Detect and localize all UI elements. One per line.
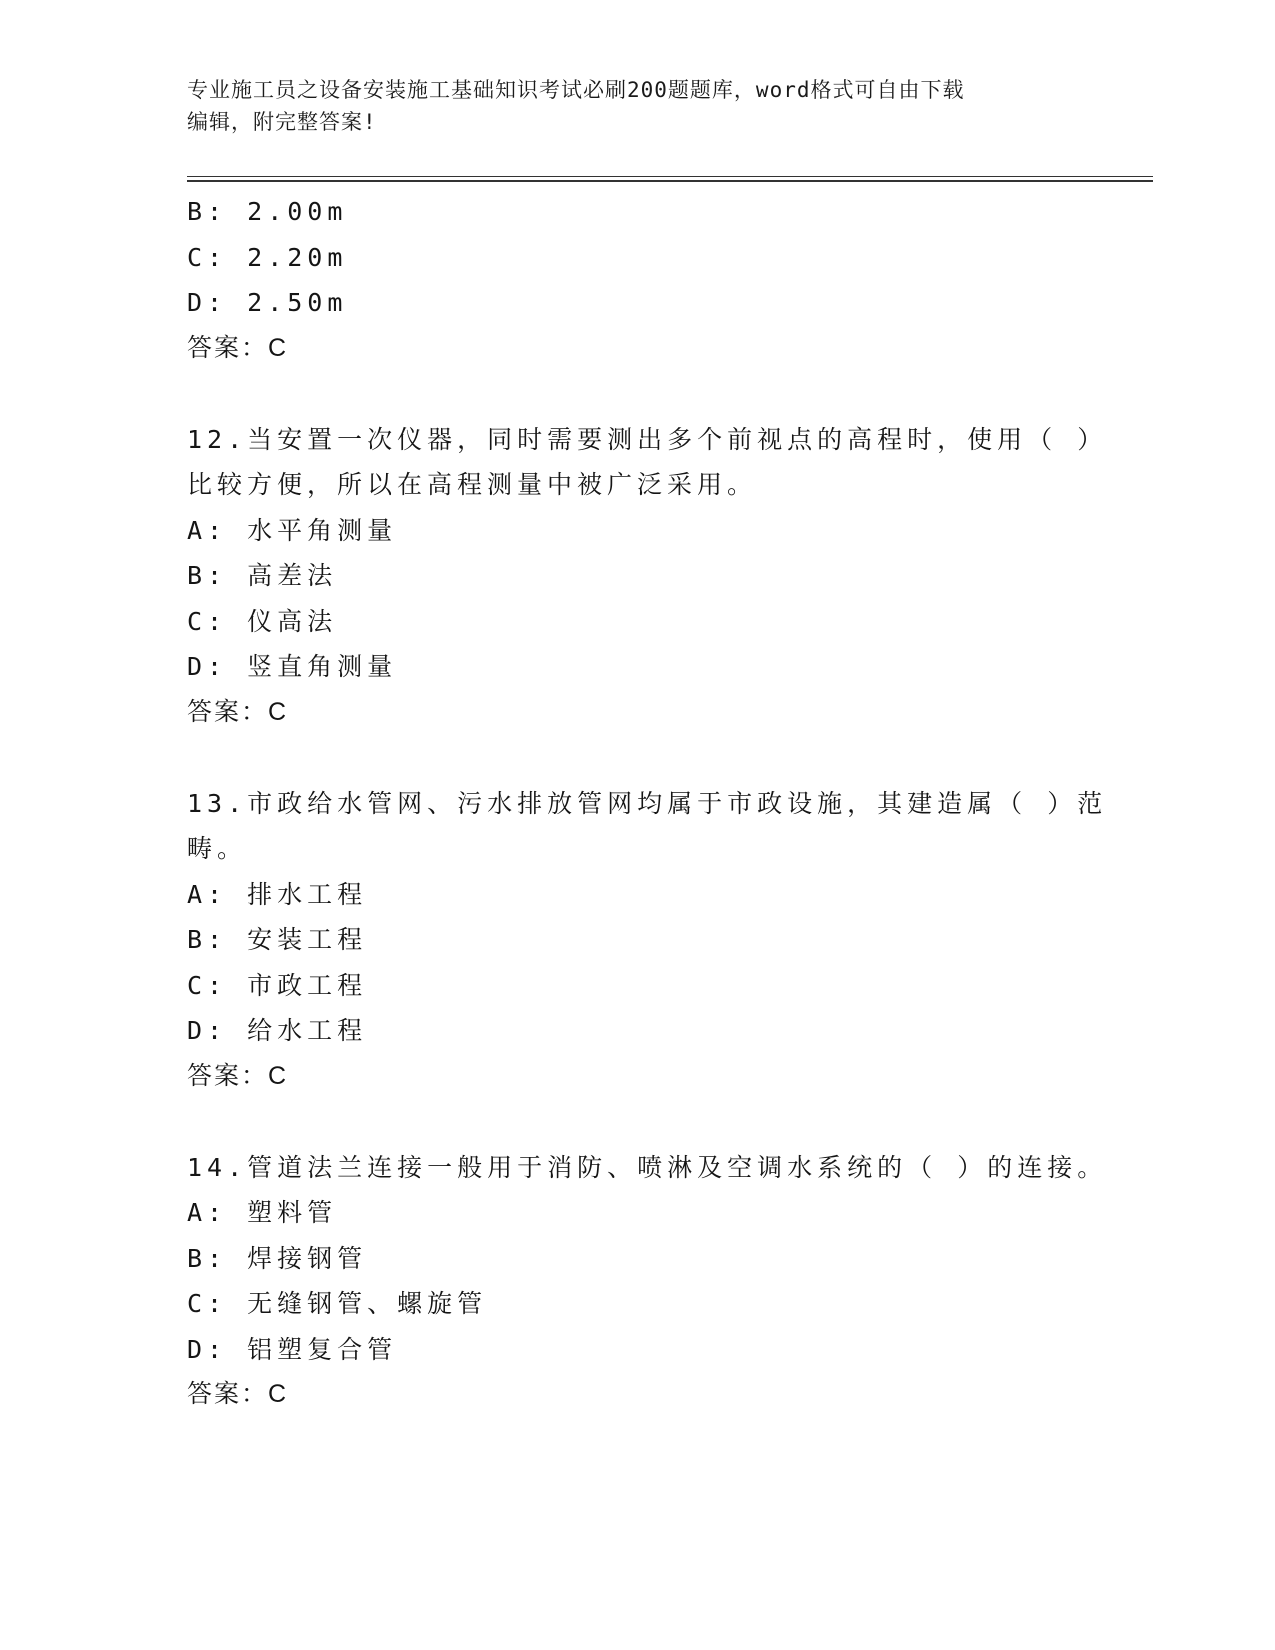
question-stem-line-2: 比较方便，所以在高程测量中被广泛采用。 xyxy=(187,470,758,499)
option-c: C: 2.20m xyxy=(187,242,348,272)
option-c: C: 仪高法 xyxy=(187,606,338,636)
header-divider-top xyxy=(187,176,1153,177)
spacer xyxy=(187,371,1067,417)
option-d: D: 铝塑复合管 xyxy=(187,1334,398,1364)
option-b: B: 安装工程 xyxy=(187,925,368,954)
question-stem-line-1: 12.当安置一次仪器，同时需要测出多个前视点的高程时，使用（ ） xyxy=(187,424,1108,454)
answer-line: 答案：C xyxy=(187,1380,289,1408)
spacer xyxy=(187,1099,1067,1145)
question-stem-line-1: 14.管道法兰连接一般用于消防、喷淋及空调水系统的（ ）的连接。 xyxy=(187,1152,1108,1182)
header-divider-bottom xyxy=(187,180,1153,182)
option-d: D: 竖直角测量 xyxy=(187,652,398,681)
option-b: B: 高差法 xyxy=(187,561,338,590)
option-b: B: 焊接钢管 xyxy=(187,1243,368,1273)
option-a: A: 塑料管 xyxy=(187,1198,338,1227)
answer-line: 答案：C xyxy=(187,697,289,726)
answer-line: 答案：C xyxy=(187,1061,289,1090)
question-11-continuation xyxy=(187,189,1067,371)
question-14 xyxy=(187,1145,1108,1418)
question-13 xyxy=(187,781,1108,1100)
header-title-line-1: 专业施工员之设备安装施工基础知识考试必刷200题题库，word格式可自由下载 xyxy=(187,78,965,102)
answer-line: 答案：C xyxy=(187,333,289,362)
option-a: A: 排水工程 xyxy=(187,879,368,909)
question-12 xyxy=(187,417,1108,736)
option-d: D: 给水工程 xyxy=(187,1016,368,1045)
question-stem-line-2: 畴。 xyxy=(187,834,248,863)
option-d: D: 2.50m xyxy=(187,288,348,317)
option-c: C: 无缝钢管、螺旋管 xyxy=(187,1289,488,1318)
option-b: B: 2.00m xyxy=(187,197,348,226)
option-a: A: 水平角测量 xyxy=(187,515,398,545)
question-stem-line-1: 13.市政给水管网、污水排放管网均属于市政设施，其建造属（ ）范 xyxy=(187,788,1108,818)
option-c: C: 市政工程 xyxy=(187,970,368,1000)
question-list xyxy=(187,189,1108,1418)
document-header xyxy=(187,74,1067,138)
spacer xyxy=(187,735,1067,781)
header-title-line-2: 编辑，附完整答案! xyxy=(187,110,377,134)
